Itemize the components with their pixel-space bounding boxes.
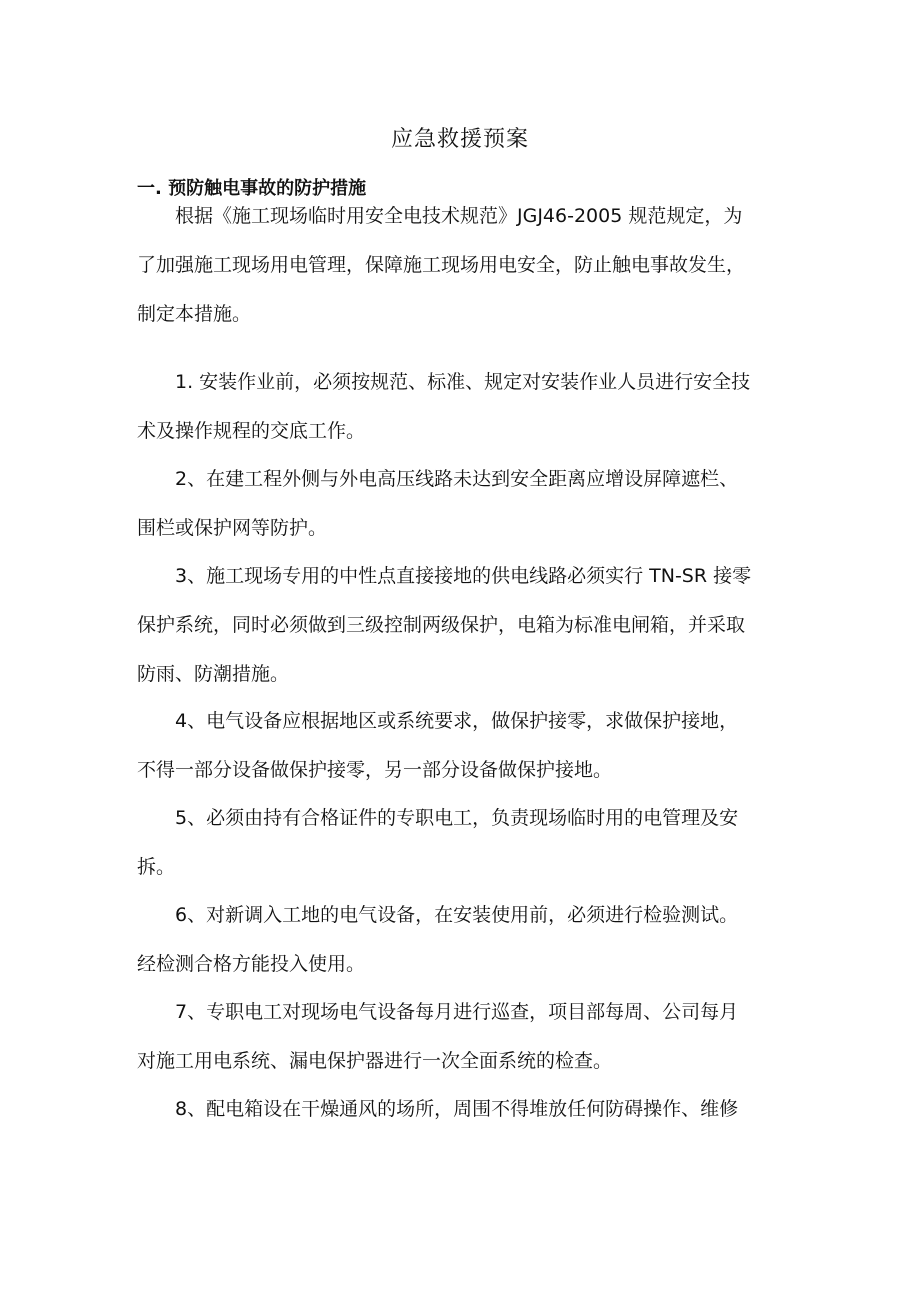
paragraph — [137, 358, 787, 456]
paragraph-line: 经检测合格方能投入使用。 — [137, 953, 366, 975]
paragraph-line: 1. 安装作业前，必须按规范、标准、规定对安装作业人员进行安全技 — [175, 371, 751, 393]
paragraph — [137, 1085, 787, 1134]
paragraph-line: 不得一部分设备做保护接零，另一部分设备做保护接地。 — [137, 759, 613, 781]
paragraph — [137, 891, 787, 989]
paragraph — [137, 455, 787, 553]
paragraph-line: 根据《施工现场临时用安全电技术规范》JGJ46-2005 规范规定，为 — [175, 205, 743, 227]
paragraph-line: 防雨、防潮措施。 — [137, 663, 290, 685]
paragraph — [137, 552, 787, 699]
paragraph-line: 8、配电箱设在干燥通风的场所，周围不得堆放任何防碍操作、维修 — [175, 1098, 739, 1120]
paragraph — [137, 988, 787, 1086]
paragraph-line: 6、对新调入工地的电气设备，在安装使用前，必须进行检验测试。 — [175, 904, 739, 926]
paragraph-line: 了加强施工现场用电管理，保障施工现场用电安全，防止触电事故发生， — [137, 254, 746, 276]
paragraph-line: 制定本措施。 — [137, 303, 252, 325]
paragraph-line: 2、在建工程外侧与外电高压线路未达到安全距离应增设屏障遮栏、 — [175, 468, 739, 490]
paragraph-line: 4、电气设备应根据地区或系统要求，做保护接零，求做保护接地， — [175, 710, 739, 732]
paragraph-line: 5、必须由持有合格证件的专职电工，负责现场临时用的电管理及安 — [175, 807, 739, 829]
paragraph-line: 3、施工现场专用的中性点直接接地的供电线路必须实行 TN-SR 接零 — [175, 565, 752, 587]
section-heading: 一. 预防触电事故的防护措施 — [137, 178, 367, 199]
paragraph-line: 围栏或保护网等防护。 — [137, 517, 328, 539]
paragraph — [137, 192, 787, 339]
page-title: 应急救援预案 — [390, 127, 529, 152]
paragraph-line: 7、专职电工对现场电气设备每月进行巡查，项目部每周、公司每月 — [175, 1001, 739, 1023]
paragraph — [137, 697, 787, 795]
paragraph-line: 拆。 — [137, 856, 176, 878]
paragraph-line: 对施工用电系统、漏电保护器进行一次全面系统的检查。 — [137, 1050, 613, 1072]
paragraph-line: 保护系统，同时必须做到三级控制两级保护，电箱为标准电闸箱，并采取 — [137, 614, 746, 636]
paragraph-line: 术及操作规程的交底工作。 — [137, 420, 366, 442]
paragraph — [137, 794, 787, 892]
